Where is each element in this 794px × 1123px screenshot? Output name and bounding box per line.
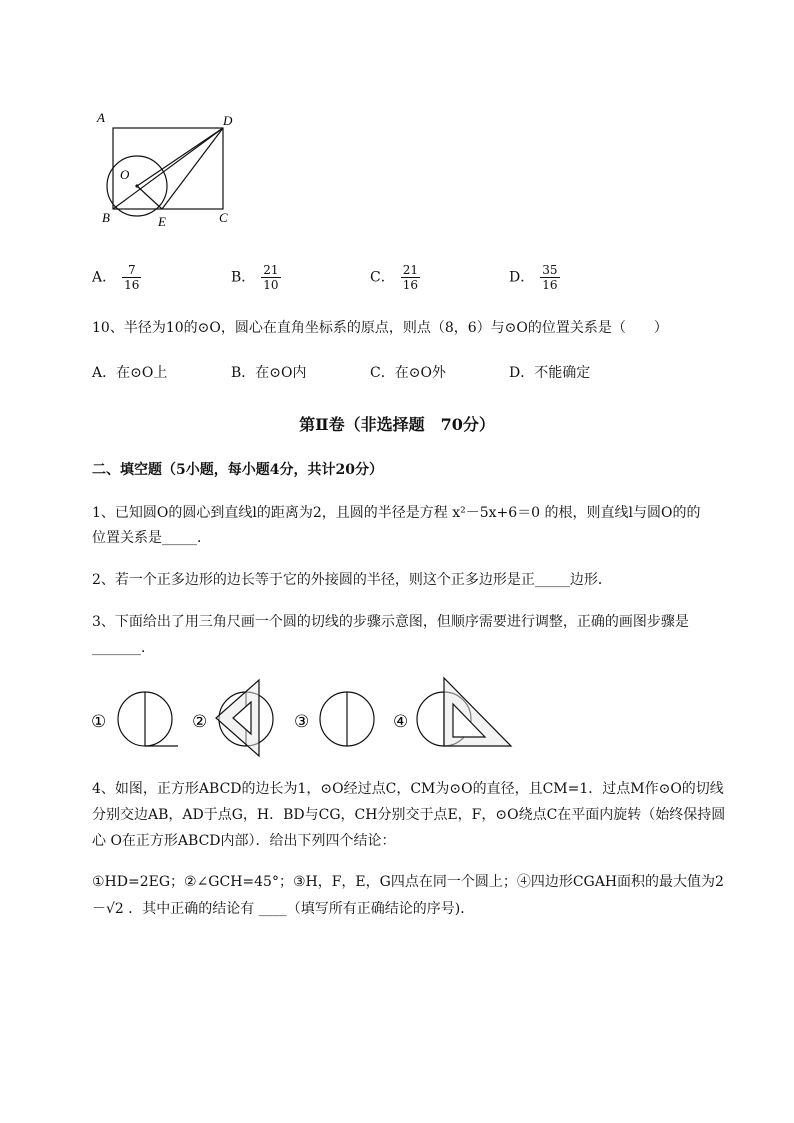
option-letter: B． xyxy=(231,269,256,286)
label-b: B xyxy=(102,210,110,225)
geometry-figure-abcd xyxy=(92,105,252,235)
center-point-o xyxy=(135,184,138,187)
numerator: 21 xyxy=(263,263,279,277)
q9-option-a[interactable] xyxy=(92,263,141,292)
step-3-label: ③ xyxy=(294,712,310,732)
segment-o-tangent xyxy=(137,128,223,186)
label-d: D xyxy=(223,113,233,128)
fill2-text: 2、若一个正多边形的边长等于它的外接圆的半径，则这个正多边形是正_____边形． xyxy=(92,572,612,588)
step-2-label: ② xyxy=(192,712,208,732)
q10-option-b[interactable]: B．在⊙O内 xyxy=(231,365,307,381)
segment-de xyxy=(162,128,223,209)
option-letter: D． xyxy=(509,269,535,286)
tangent-steps-figure xyxy=(88,674,528,764)
numerator: 7 xyxy=(122,263,141,278)
fill1-line1: 1、已知圆O的圆心到直线l的距离为2，且圆的半径是方程 x²－5x+6＝0 的根，则直线l与圆O的的 xyxy=(92,505,701,521)
label-e: E xyxy=(158,214,166,229)
fraction xyxy=(401,263,420,292)
fraction xyxy=(261,263,280,292)
fraction xyxy=(540,263,559,292)
denominator: 16 xyxy=(542,278,558,292)
fill1-line2: 位置关系是_____． xyxy=(92,530,211,546)
label-o: O xyxy=(120,167,130,182)
step-4-label: ④ xyxy=(393,712,409,732)
q9-option-b[interactable] xyxy=(231,263,281,292)
option-letter: C． xyxy=(370,269,395,286)
part2-title: 第Ⅱ卷（非选择题 70分） xyxy=(299,415,495,434)
option-letter: A． xyxy=(92,269,117,286)
fill4-line4: ①HD=2EG；②∠GCH=45°；③H，F，E，G四点在同一个圆上；④四边形CGAH面积的最大值为2 xyxy=(92,874,724,890)
step-1-label: ① xyxy=(91,712,107,732)
q9-option-d[interactable] xyxy=(509,263,560,292)
fill3-line1: 3、下面给出了用三角尺画一个圆的切线的步骤示意图，但顺序需要进行调整，正确的画图步骤是 xyxy=(92,614,689,630)
denominator: 10 xyxy=(263,278,279,292)
fill4-line2: 分别交边AB，AD于点G，H．BD与CG，CH分别交于点E，F，⊙O绕点C在平面内旋转（始终保持圆 xyxy=(92,807,726,823)
label-a: A xyxy=(97,110,105,125)
fill4-line1: 4、如图，正方形ABCD的边长为1，⊙O经过点C，CM为⊙O的直径，且CM=1．过点M作⊙O的切线 xyxy=(92,781,724,797)
segment-bd xyxy=(113,128,223,209)
fill4-line5: －√2 ．其中正确的结论有 ____（填写所有正确结论的序号)． xyxy=(92,901,475,917)
fill4-line3: 心 O在正方形ABCD内部）．给出下列四个结论： xyxy=(92,833,396,849)
fraction xyxy=(122,263,141,292)
q9-option-c[interactable] xyxy=(370,263,420,292)
denominator: 16 xyxy=(124,278,140,292)
section-heading: 二、填空题（5小题，每小题4分，共计20分） xyxy=(92,462,383,478)
numerator: 21 xyxy=(402,263,418,277)
numerator: 35 xyxy=(542,263,558,277)
q10-stem: 10、半径为10的⊙O，圆心在直角坐标系的原点，则点（8，6）与⊙O的位置关系是（ ） xyxy=(92,320,668,336)
q10-option-d[interactable]: D．不能确定 xyxy=(509,365,591,381)
fill3-line2: _______． xyxy=(92,640,155,656)
segment-oe xyxy=(137,186,162,209)
denominator: 16 xyxy=(402,278,418,292)
q10-option-c[interactable]: C．在⊙O外 xyxy=(370,365,446,381)
label-c: C xyxy=(219,210,228,225)
q10-option-a[interactable]: A．在⊙O上 xyxy=(92,365,168,381)
